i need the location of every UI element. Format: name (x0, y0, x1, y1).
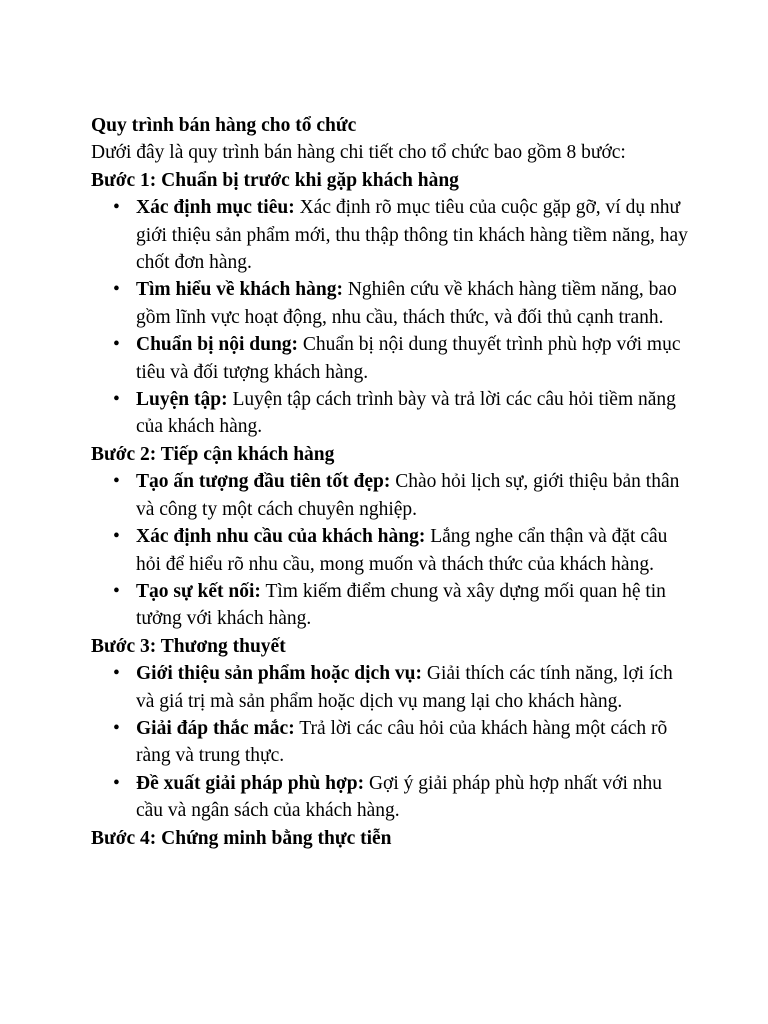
step-2-list (91, 468, 691, 632)
step-1-list (91, 194, 691, 441)
item-term: Tạo ấn tượng đầu tiên tốt đẹp: (136, 471, 391, 493)
bullet-icon: • (113, 197, 120, 219)
item-text: Lắng nghe cẩn thận và đặt câu hỏi để hiểu rõ nhu cầu, mong muốn và thách thức của khách hàng. (136, 526, 668, 575)
list-item (91, 386, 691, 441)
list-item (91, 660, 691, 715)
item-text: Chuẩn bị nội dung thuyết trình phù hợp với mục tiêu và đối tượng khách hàng. (136, 334, 681, 383)
bullet-icon: • (113, 279, 120, 301)
document-title: Quy trình bán hàng cho tổ chức (91, 115, 357, 136)
item-term: Xác định mục tiêu: (136, 197, 295, 219)
item-text: Luyện tập cách trình bày và trả lời các câu hỏi tiềm năng của khách hàng. (136, 389, 676, 438)
document-page (91, 112, 691, 852)
item-term: Xác định nhu cầu của khách hàng: (136, 526, 426, 548)
item-term: Luyện tập: (136, 389, 228, 411)
step-3-heading: Bước 3: Thương thuyết (91, 635, 286, 657)
list-item (91, 770, 691, 825)
item-term: Đề xuất giải pháp phù hợp: (136, 772, 365, 794)
bullet-icon: • (113, 334, 120, 356)
item-text: Gợi ý giải pháp phù hợp nhất với nhu cầu và ngân sách của khách hàng. (136, 772, 663, 822)
bullet-icon: • (113, 389, 120, 411)
bullet-icon: • (113, 471, 120, 493)
item-term: Giới thiệu sản phẩm hoặc dịch vụ: (136, 663, 423, 685)
list-item (91, 276, 691, 331)
step-3-list (91, 660, 691, 824)
item-text: Giải thích các tính năng, lợi ích và giá trị mà sản phẩm hoặc dịch vụ mang lại cho khách hàng. (136, 663, 673, 712)
bullet-icon: • (113, 526, 120, 548)
item-term: Tìm hiểu về khách hàng: (136, 279, 343, 301)
bullet-icon: • (113, 772, 120, 794)
list-item (91, 523, 691, 578)
step-4-heading: Bước 4: Chứng minh bằng thực tiễn (91, 827, 392, 849)
item-text: Xác định rõ mục tiêu của cuộc gặp gỡ, ví dụ như giới thiệu sản phẩm mới, thu thập thông tin khách hàng tiềm năng, hay chốt đơn hàng. (136, 197, 688, 274)
bullet-icon: • (113, 717, 120, 739)
list-item (91, 194, 691, 276)
list-item (91, 715, 691, 770)
step-2-heading: Bước 2: Tiếp cận khách hàng (91, 443, 335, 465)
item-text: Trả lời các câu hỏi của khách hàng một cách rõ ràng và trung thực. (136, 717, 668, 767)
item-term: Chuẩn bị nội dung: (136, 334, 299, 356)
item-text: Tìm kiếm điểm chung và xây dựng mối quan hệ tin tưởng với khách hàng. (136, 580, 666, 630)
step-1-heading: Bước 1: Chuẩn bị trước khi gặp khách hàng (91, 169, 459, 191)
list-item (91, 578, 691, 633)
item-term: Tạo sự kết nối: (136, 580, 261, 602)
list-item (91, 331, 691, 386)
item-text: Nghiên cứu về khách hàng tiềm năng, bao gồm lĩnh vực hoạt động, nhu cầu, thách thức, và đối thủ cạnh tranh. (136, 279, 677, 328)
list-item (91, 468, 691, 523)
item-text: Chào hỏi lịch sự, giới thiệu bản thân và công ty một cách chuyên nghiệp. (136, 471, 680, 520)
bullet-icon: • (113, 580, 120, 602)
item-term: Giải đáp thắc mắc: (136, 717, 295, 739)
bullet-icon: • (113, 663, 120, 685)
document-intro: Dưới đây là quy trình bán hàng chi tiết cho tổ chức bao gồm 8 bước: (91, 142, 626, 164)
